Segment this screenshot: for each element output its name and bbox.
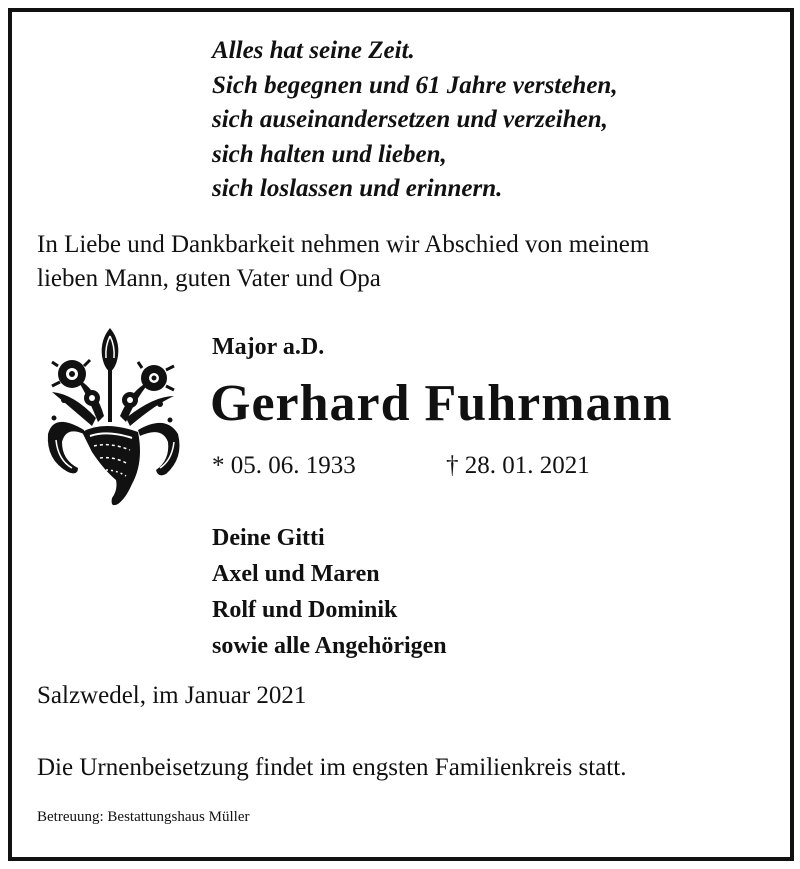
- mourner-line: Rolf und Dominik: [212, 597, 398, 623]
- mourner-line: Deine Gitti: [212, 525, 325, 551]
- mourner-line: sowie alle Angehörigen: [212, 633, 447, 659]
- deceased-title: Major a.D.: [212, 334, 325, 360]
- obituary-frame: [8, 8, 794, 861]
- intro-line: In Liebe und Dankbarkeit nehmen wir Abschied von meinem: [37, 231, 650, 258]
- poem-line: sich loslassen und erinnern.: [212, 175, 503, 202]
- poem: [212, 34, 618, 207]
- burial-note: Die Urnenbeisetzung findet im engsten Familienkreis statt.: [37, 754, 627, 781]
- mourners-list: [212, 520, 447, 664]
- cornucopia-flower-icon: [34, 322, 184, 507]
- poem-line: sich halten und lieben,: [212, 140, 447, 168]
- poem-line: Alles hat seine Zeit.: [212, 37, 415, 64]
- poem-line: sich auseinandersetzen und verzeihen,: [212, 106, 608, 133]
- mourner-line: Axel und Maren: [212, 561, 380, 587]
- intro-text: [37, 228, 649, 296]
- place-date: Salzwedel, im Januar 2021: [37, 682, 307, 709]
- intro-line: lieben Mann, guten Vater und Opa: [37, 265, 381, 292]
- funeral-home-note: Betreuung: Bestattungshaus Müller: [37, 809, 250, 825]
- birth-date: * 05. 06. 1933: [212, 452, 356, 479]
- poem-line: Sich begegnen und 61 Jahre verstehen,: [212, 71, 618, 99]
- death-date: † 28. 01. 2021: [446, 452, 590, 479]
- life-dates: [212, 452, 590, 480]
- deceased-name: Gerhard Fuhrmann: [210, 375, 673, 432]
